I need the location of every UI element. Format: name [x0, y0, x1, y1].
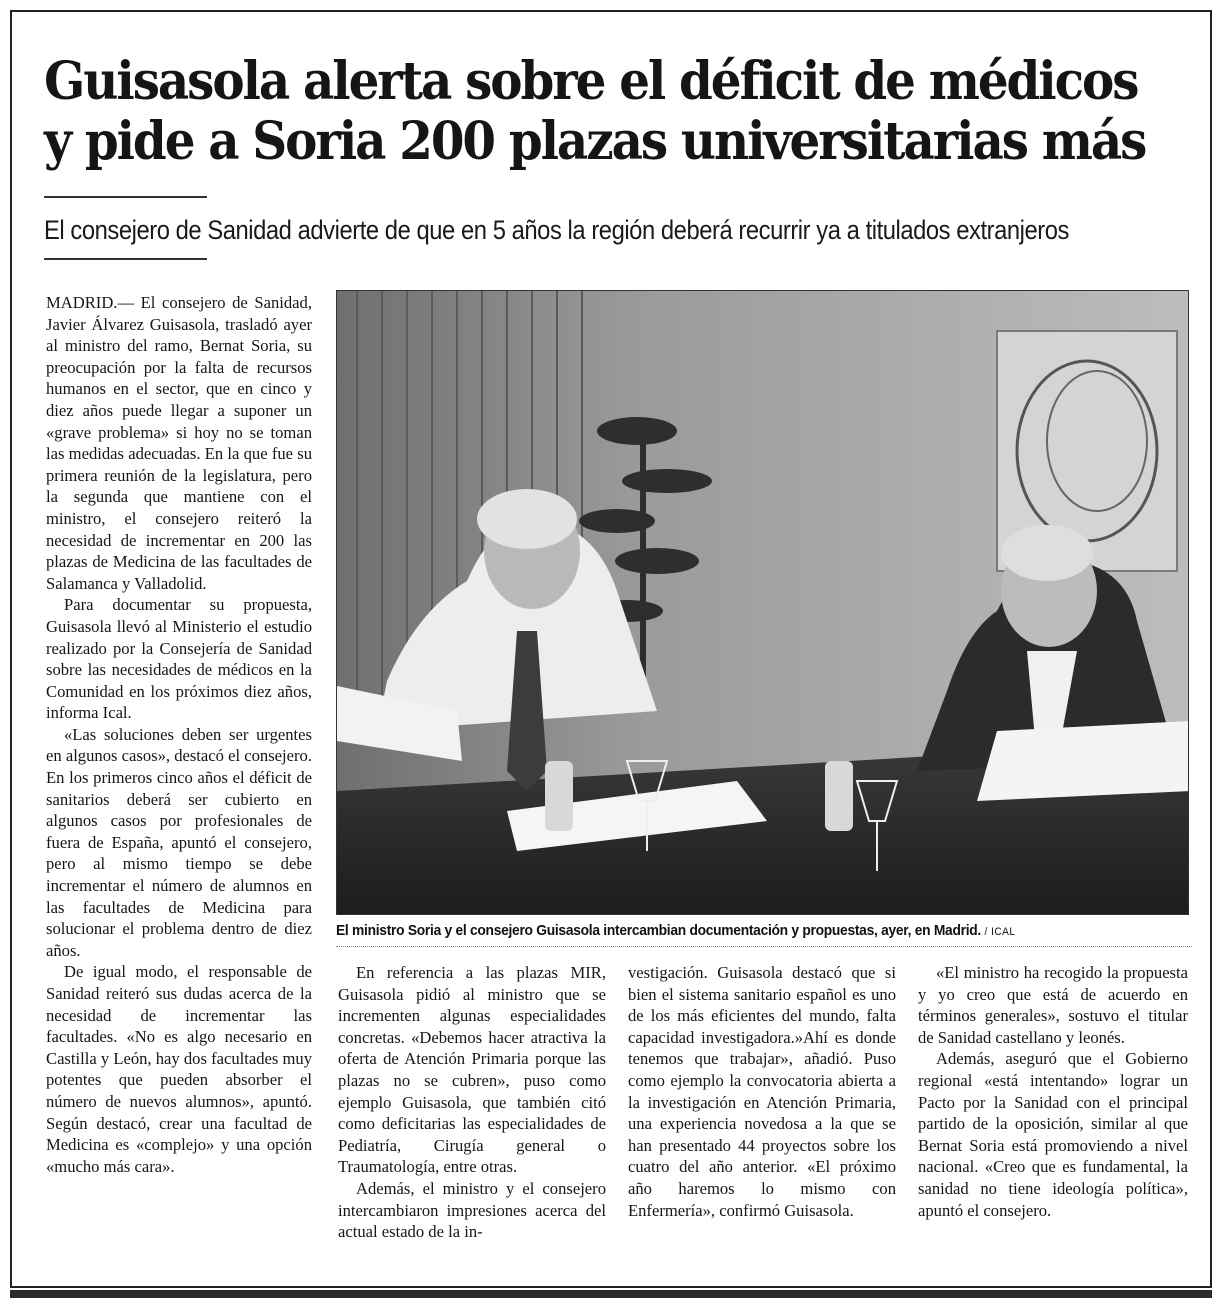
subheadline-top-rule — [44, 196, 207, 198]
subheadline-bottom-rule — [44, 258, 207, 260]
paragraph: «El ministro ha recogido la propuesta y yo creo que está de acuerdo en términos generales», sostuvo el titular de Sanidad castellano y leonés. — [918, 963, 1188, 1047]
photo-caption — [336, 921, 1127, 942]
article-column-4 — [918, 962, 1188, 1221]
article-column-2 — [338, 962, 606, 1243]
subheadline: El consejero de Sanidad advierte de que en 5 años la región deberá recurrir ya a titulados extranjeros — [44, 215, 1069, 245]
headline-line-2: y pide a Soria 200 plazas universitarias más — [44, 111, 1146, 172]
caption-text: El ministro Soria y el consejero Guisasola intercambian documentación y propuestas, ayer, en Madrid. — [336, 922, 981, 939]
paragraph: Para documentar su propuesta, Guisasola llevó al Ministerio el estudio realizado por la Consejería de Sanidad sobre las necesidades de médicos en la Comunidad en los próximos diez años, informa Ical. — [46, 595, 312, 723]
paragraph: Además, aseguró que el Gobierno regional «está intentando» lograr un Pacto por la Sanidad con el principal partido de la oposición, similar al que Bernat Soria está promoviendo a nivel nacional. «Creo que es fundamental, la sanidad no tiene ideología política», apuntó el consejero. — [918, 1049, 1188, 1220]
paragraph: vestigación. Guisasola destacó que si bien el sistema sanitario español es uno de los más eficientes del mundo, falta capacidad investigadora.»Ahí es donde tenemos que trabajar», añadió. Puso como ejemplo la convocatoria abierta a la investigación en Atención Primaria, una experiencia novedosa a la que se han presentado 44 proyectos sobre los cuatro del año anterior. «El próximo año haremos lo mismo con Enfermería», confirmó Guisasola. — [628, 963, 896, 1220]
headline-line-1: Guisasola alerta sobre el déficit de médicos — [44, 51, 1138, 112]
paragraph: MADRID.— El consejero de Sanidad, Javier Álvarez Guisasola, trasladó ayer al ministro del ramo, Bernat Soria, su preocupación por la falta de recursos humanos en el sector, que en cinco y diez años puede llegar a suponer un «grave problema» si hoy no se toman las medidas adecuadas. En la que fue su primera reunión de la legislatura, pero la segunda que mantiene con el ministro, el consejero reiteró la necesidad de incrementar en 200 las plazas de Medicina de las facultades de Salamanca y Valladolid. — [46, 293, 312, 593]
news-photo — [336, 290, 1189, 915]
paragraph: Además, el ministro y el consejero intercambiaron impresiones acerca del actual estado de la in- — [338, 1178, 606, 1242]
paragraph: De igual modo, el responsable de Sanidad reiteró sus dudas acerca de la necesidad de incrementar las facultades. «No es algo necesario en Castilla y León, hay dos facultades muy potentes que pueden absorber el número de nuevos alumnos», apuntó. Según destacó, crear una facultad de Medicina es «complejo» y una opción «mucho más cara». — [46, 962, 312, 1176]
caption-divider — [336, 946, 1192, 947]
article-column-3 — [628, 962, 896, 1221]
headline — [44, 51, 1146, 172]
bottom-rule — [10, 1290, 1212, 1298]
photo-illustration — [337, 291, 1189, 915]
photo-credit: / ICAL — [984, 926, 1016, 938]
article-column-1 — [46, 292, 312, 1177]
paragraph: «Las soluciones deben ser urgentes en algunos casos», destacó el consejero. En los primeros cinco años el déficit de sanitarios deberá ser cubierto en algunos casos por profesionales de fuera de España, apuntó el consejero, pero al mismo tiempo se debe incrementar el número de alumnos en las facultades de Medicina para solucionar el problema dentro de diez años. — [46, 724, 312, 960]
paragraph: En referencia a las plazas MIR, Guisasola pidió al ministro que se incrementen algunas especialidades concretas. «Debemos hacer atractiva la oferta de Atención Primaria porque las plazas no se cubren», puso como ejemplo Guisasola, que también citó como deficitarias las especialidades de Pediatría, Cirugía general o Traumatología, entre otras. — [338, 963, 606, 1177]
